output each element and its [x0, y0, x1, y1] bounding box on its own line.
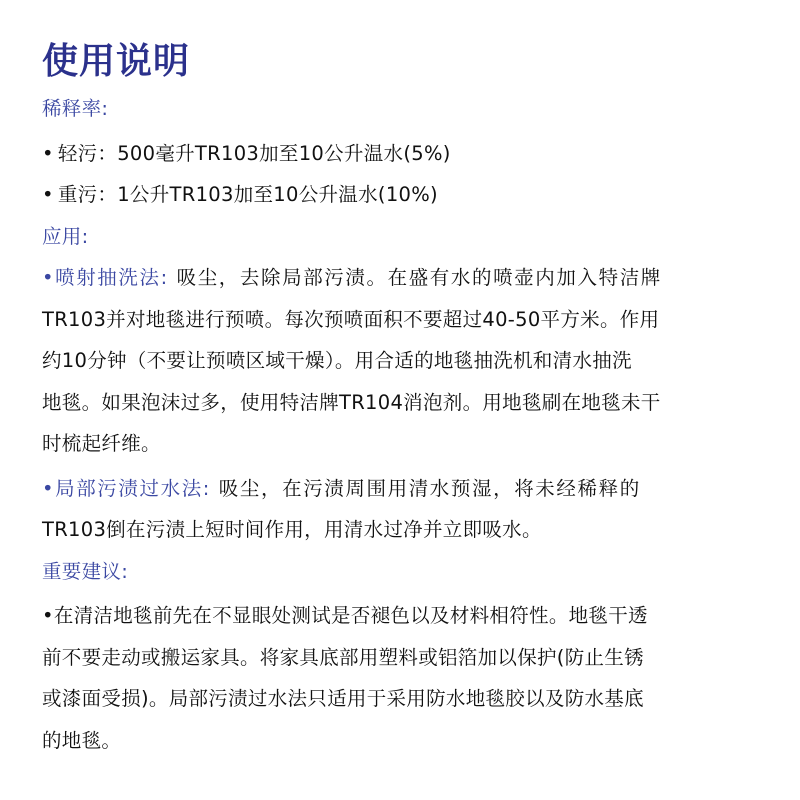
method-line: 约10分钟（不要让预喷区域干燥）。用合适的地毯抽洗机和清水抽洗 — [42, 349, 632, 372]
dilution-item-heavy — [42, 181, 438, 209]
dilution-item-light — [42, 140, 451, 168]
advice-line — [42, 602, 648, 630]
advice-line: 前不要走动或搬运家具。将家具底部用塑料或铝箔加以保护(防止生锈 — [42, 646, 644, 669]
bullet-icon: • — [42, 604, 54, 627]
dilution-item-text: 重污：1公升TR103加至10公升温水(10%) — [57, 183, 438, 206]
dilution-item-text: 轻污：500毫升TR103加至10公升温水(5%) — [57, 142, 451, 165]
advice-text: 在清洁地毯前先在不显眼处测试是否褪色以及材料相符性。地毯干透 — [53, 604, 648, 627]
bullet-icon: • — [42, 183, 54, 206]
method-lead: 局部污渍过水法: — [55, 477, 211, 500]
application-heading: 应用: — [42, 225, 89, 248]
method-line: TR103倒在污渍上短时间作用，用清水过净并立即吸水。 — [42, 518, 542, 541]
method-line — [42, 264, 662, 292]
method-text: 吸尘，在污渍周围用清水预湿，将未经稀释的 — [218, 477, 641, 500]
method-line: TR103并对地毯进行预喷。每次预喷面积不要超过40-50平方米。作用 — [42, 308, 660, 331]
dilution-heading: 稀释率: — [42, 97, 109, 120]
method-lead: 喷射抽洗法: — [55, 266, 169, 289]
method-line: 时梳起纤维。 — [42, 432, 161, 455]
method-line: 地毯。如果泡沫过多，使用特洁牌TR104消泡剂。用地毯刷在地毯未干 — [42, 391, 661, 414]
advice-line: 的地毯。 — [42, 729, 122, 752]
method-bullet-icon: • — [42, 477, 56, 500]
advice-heading: 重要建议: — [42, 560, 129, 583]
bullet-icon: • — [42, 142, 54, 165]
method-bullet-icon: • — [42, 266, 56, 289]
method-text: 吸尘，去除局部污渍。在盛有水的喷壶内加入特洁牌 — [176, 266, 662, 289]
method-line — [42, 475, 641, 503]
advice-line: 或漆面受损)。局部污渍过水法只适用于采用防水地毯胶以及防水基底 — [42, 687, 644, 710]
page-title: 使用说明 — [42, 41, 191, 82]
